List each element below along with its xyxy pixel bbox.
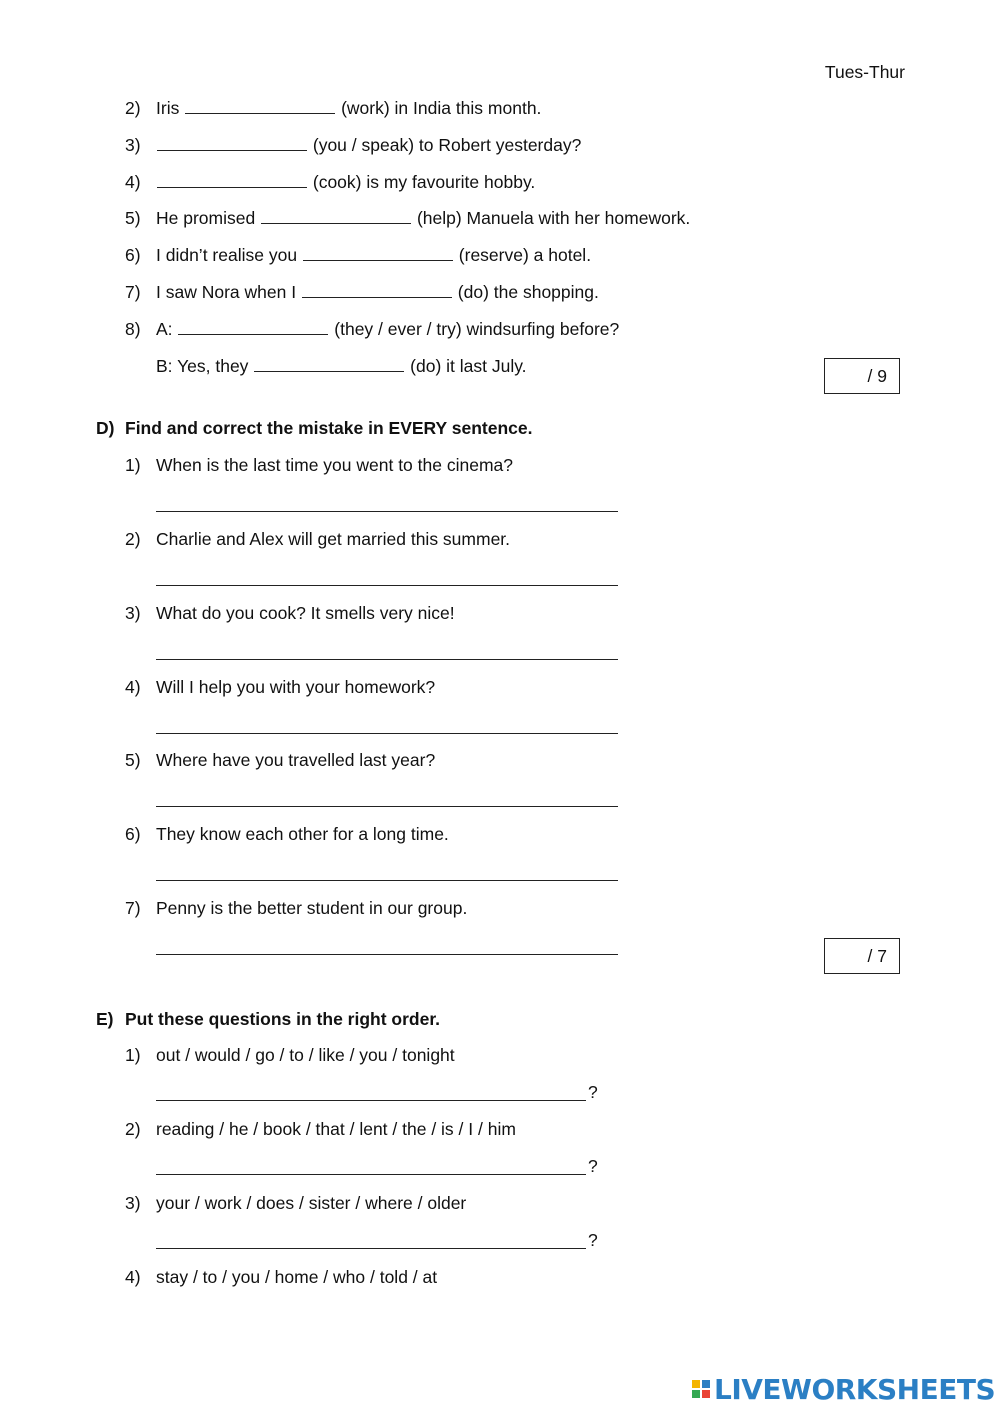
score-box[interactable]: / 7 — [824, 938, 900, 974]
answer-line[interactable] — [156, 954, 618, 955]
score-box[interactable]: / 9 — [824, 358, 900, 394]
item-text: When is the last time you went to the cinema? — [156, 455, 513, 475]
answer-blank[interactable] — [185, 98, 335, 114]
item-text: Will I help you with your homework? — [156, 677, 436, 697]
item-number: 8) — [125, 319, 141, 339]
item-text-after: (they / ever / try) windsurfing before? — [329, 319, 620, 339]
logo-square — [702, 1380, 710, 1388]
item-text-after: (do) it last July. — [405, 356, 527, 376]
item-text-before: I didn’t realise you — [156, 245, 302, 265]
item-text-after: (you / speak) to Robert yesterday? — [308, 135, 582, 155]
item-number: 4) — [125, 677, 141, 697]
item-text-after: (do) the shopping. — [452, 282, 599, 302]
section-letter: D) — [96, 418, 115, 438]
answer-blank[interactable] — [302, 282, 452, 298]
answer-line[interactable] — [156, 1174, 586, 1175]
item-number: 2) — [125, 1119, 141, 1139]
item-text-before: I saw Nora when I — [156, 282, 301, 302]
answer-blank[interactable] — [178, 319, 328, 335]
item-text-before: B: Yes, they — [156, 356, 254, 376]
answer-line[interactable] — [156, 733, 618, 734]
gap-fill-item — [156, 245, 591, 266]
section-letter: E) — [96, 1009, 114, 1029]
logo-text: LIVEWORKSHEETS — [714, 1372, 996, 1406]
header-label: Tues-Thur — [824, 62, 905, 82]
logo-square — [702, 1390, 710, 1398]
answer-line[interactable] — [156, 659, 618, 660]
answer-blank[interactable] — [261, 208, 411, 224]
item-text-after: (help) Manuela with her homework. — [412, 208, 691, 228]
answer-blank[interactable] — [157, 172, 307, 188]
item-text-after: (work) in India this month. — [336, 98, 542, 118]
item-number: 1) — [125, 455, 141, 475]
logo-square — [692, 1380, 700, 1388]
item-number: 6) — [125, 824, 141, 844]
item-text: out / would / go / to / like / you / tonight — [156, 1045, 455, 1065]
question-mark: ? — [588, 1230, 598, 1250]
gap-fill-item — [156, 172, 535, 193]
section-heading — [96, 418, 533, 439]
gap-fill-item — [156, 135, 581, 156]
item-number: 4) — [125, 172, 141, 192]
answer-line[interactable] — [156, 806, 618, 807]
item-text: Penny is the better student in our group. — [156, 898, 468, 918]
section-title: Find and correct the mistake in EVERY sentence. — [125, 418, 533, 438]
item-number: 3) — [125, 1193, 141, 1213]
item-text: What do you cook? It smells very nice! — [156, 603, 455, 623]
item-number: 5) — [125, 208, 141, 228]
gap-fill-item — [156, 319, 619, 340]
answer-line[interactable] — [156, 1248, 586, 1249]
item-text: your / work / does / sister / where / older — [156, 1193, 467, 1213]
item-number: 2) — [125, 98, 141, 118]
answer-line[interactable] — [156, 1100, 586, 1101]
item-number: 2) — [125, 529, 141, 549]
section-title: Put these questions in the right order. — [125, 1009, 441, 1029]
item-number: 3) — [125, 135, 141, 155]
answer-line[interactable] — [156, 511, 618, 512]
item-text: They know each other for a long time. — [156, 824, 449, 844]
item-number: 7) — [125, 282, 141, 302]
item-number: 4) — [125, 1267, 141, 1287]
item-text-after: (reserve) a hotel. — [453, 245, 592, 265]
item-number: 7) — [125, 898, 141, 918]
answer-blank[interactable] — [157, 135, 307, 151]
logo-square — [692, 1390, 700, 1398]
item-text: reading / he / book / that / lent / the / is / I / him — [156, 1119, 516, 1139]
item-text: stay / to / you / home / who / told / at — [156, 1267, 438, 1287]
liveworksheets-logo — [692, 1372, 995, 1406]
gap-fill-item — [156, 208, 690, 229]
item-number: 1) — [125, 1045, 141, 1065]
item-number: 3) — [125, 603, 141, 623]
item-text: Where have you travelled last year? — [156, 750, 436, 770]
question-mark: ? — [588, 1082, 598, 1102]
item-text-before: He promised — [156, 208, 261, 228]
answer-blank[interactable] — [303, 245, 453, 261]
item-text-before: Iris — [156, 98, 185, 118]
item-number: 6) — [125, 245, 141, 265]
answer-line[interactable] — [156, 585, 618, 586]
section-heading — [96, 1009, 440, 1030]
question-mark: ? — [588, 1156, 598, 1176]
gap-fill-item — [156, 98, 541, 119]
answer-blank[interactable] — [254, 356, 404, 372]
logo-mark-icon — [692, 1380, 710, 1398]
answer-line[interactable] — [156, 880, 618, 881]
item-text-before: A: — [156, 319, 178, 339]
item-text: Charlie and Alex will get married this summer. — [156, 529, 511, 549]
item-text-after: (cook) is my favourite hobby. — [308, 172, 536, 192]
gap-fill-item — [156, 282, 599, 303]
item-number: 5) — [125, 750, 141, 770]
gap-fill-item — [156, 356, 527, 377]
